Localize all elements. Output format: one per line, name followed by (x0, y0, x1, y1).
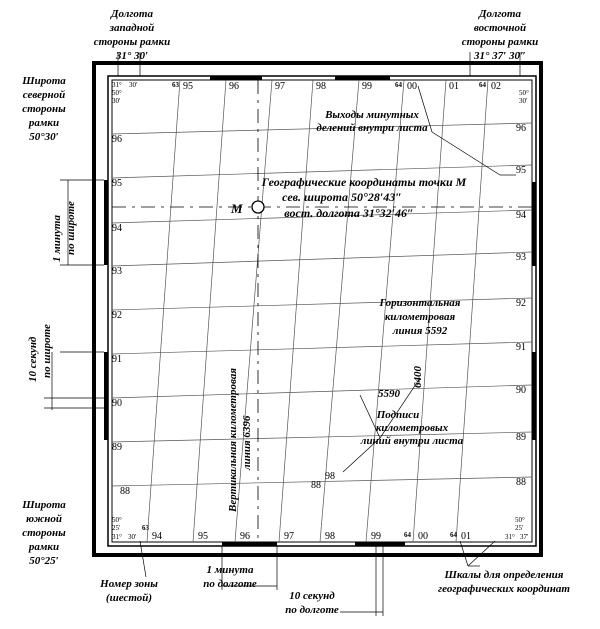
minute-exits-line2: делений внутри листа (316, 122, 428, 134)
vertical-km-line (235, 80, 272, 542)
interior-88-label: 88 (311, 480, 321, 491)
nw-lat-min: 30′ (112, 97, 121, 105)
h-line-2: километровая (384, 311, 456, 323)
ten-sec-long-1: 10 секунд (289, 590, 335, 602)
left-label: 89 (112, 442, 122, 453)
right-label: 94 (516, 210, 526, 221)
nw-lat-deg: 50° (112, 89, 122, 97)
bottom-64-label: 64 (450, 531, 457, 539)
scales-2: географических координат (438, 583, 570, 595)
one-min-lat-1: 1 минута (51, 215, 63, 262)
right-label: 88 (516, 477, 526, 488)
h-line-3: линия 5592 (392, 325, 448, 337)
one-min-long-1: 1 минута (206, 564, 254, 576)
right-label: 93 (516, 252, 526, 263)
left-label: 88 (120, 486, 130, 497)
top-label: 98 (316, 81, 326, 92)
left-label: 95 (112, 178, 122, 189)
interior-annotations (227, 109, 467, 513)
bottom-label: 97 (284, 531, 294, 542)
north-lat-4: рамки (28, 117, 60, 129)
top-label: 00 (407, 81, 417, 92)
point-coords-lat: сев. широта 50°28′43″ (282, 190, 402, 204)
bottom-label: 95 (198, 531, 208, 542)
v-line-1: Вертикальная километровая (227, 368, 239, 512)
v-line-2: линия 6396 (241, 415, 253, 470)
vertical-km-line (456, 80, 488, 542)
left-label: 94 (112, 223, 122, 234)
nw-long-min: 30′ (129, 81, 138, 89)
point-m-label: М (231, 201, 243, 216)
kilometre-grid (112, 80, 532, 542)
point-coords-long: вост. долгота 31°32′46″ (284, 206, 414, 220)
corner-labels (112, 81, 529, 541)
south-lat-5: 50°25′ (29, 555, 59, 567)
top-label: 01 (449, 81, 459, 92)
top-label: 97 (275, 81, 285, 92)
horizontal-km-line (112, 432, 532, 442)
point-m-marker (252, 201, 264, 213)
left-label: 90 (112, 398, 122, 409)
right-label: 92 (516, 298, 526, 309)
north-lat-5: 50°30′ (29, 131, 59, 143)
north-lat-2: северной (22, 89, 66, 101)
one-min-lat-2: по широте (65, 201, 77, 255)
left-label: 93 (112, 266, 122, 277)
zone-1: Номер зоны (100, 578, 158, 590)
right-label: 90 (516, 385, 526, 396)
zone-2: (шестой) (105, 592, 153, 604)
left-label: 92 (112, 310, 122, 321)
bottom-label: 96 (240, 531, 250, 542)
bottom-label: 94 (152, 531, 162, 542)
horizontal-km-line (112, 298, 532, 310)
top-64-label: 64 (395, 81, 402, 89)
right-label: 89 (516, 432, 526, 443)
bottom-label: 01 (461, 531, 471, 542)
sw-long-deg: 31° (112, 533, 122, 541)
se-long-deg: 31° (505, 533, 515, 541)
east-long-1: Долгота (478, 8, 522, 20)
east-long-2: восточной (473, 22, 527, 34)
se-lat-min: 25′ (515, 524, 524, 532)
south-lat-2: южной (25, 513, 63, 525)
east-long-4: 31° 37′ 30″ (473, 50, 527, 62)
bottom-label: 00 (418, 531, 428, 542)
ne-lat-min: 30′ (519, 97, 528, 105)
bottom-64-label: 64 (404, 531, 411, 539)
sw-lat-deg: 50° (112, 516, 122, 524)
label-6400: 6400 (412, 366, 424, 388)
vertical-km-line (193, 80, 226, 542)
captions-3: линий внутри листа (360, 435, 464, 447)
bottom-label: 99 (371, 531, 381, 542)
vertical-km-line (147, 80, 180, 542)
horizontal-km-line (112, 385, 532, 398)
se-lat-deg: 50° (515, 516, 525, 524)
point-coords-title: Географические координаты точки М (261, 175, 467, 189)
minute-exits-line1: Выходы минутных (325, 109, 419, 121)
west-long-2: западной (109, 22, 155, 34)
interior-98-label: 98 (325, 471, 335, 482)
minute-scale-blocks (104, 76, 536, 546)
grid-labels (112, 81, 526, 542)
zone-top-label: 63 (172, 81, 179, 89)
left-label: 96 (112, 134, 122, 145)
captions-1: Подписи (376, 409, 420, 421)
south-lat-4: рамки (28, 541, 60, 553)
ten-sec-lat-1: 10 секунд (27, 336, 39, 382)
leader-lines (140, 86, 516, 577)
south-lat-1: Широта (22, 499, 66, 511)
scales-1: Шкалы для определения (444, 569, 564, 581)
left-label: 91 (112, 354, 122, 365)
horizontal-km-line (112, 252, 532, 266)
zone-bottom-label: 63 (142, 524, 149, 532)
north-lat-3: стороны (22, 103, 66, 115)
horizontal-km-line (112, 477, 532, 486)
west-long-1: Долгота (110, 8, 154, 20)
ten-sec-long-2: по долготе (285, 604, 339, 616)
top-label: 99 (362, 81, 372, 92)
top-label: 02 (491, 81, 501, 92)
right-label: 95 (516, 165, 526, 176)
west-long-3: стороны рамки (93, 36, 171, 48)
captions-2: километровых (375, 422, 449, 434)
ten-sec-lat-2: по широте (41, 324, 53, 378)
top-label: 96 (229, 81, 239, 92)
top-label: 95 (183, 81, 193, 92)
south-lat-3: стороны (22, 527, 66, 539)
right-label: 91 (516, 342, 526, 353)
sw-lat-min: 25′ (112, 524, 121, 532)
vertical-km-line (279, 80, 313, 542)
se-long-min: 37′ (520, 533, 529, 541)
sw-long-min: 30′ (128, 533, 137, 541)
east-long-3: стороны рамки (461, 36, 539, 48)
ne-lat-deg: 50° (519, 89, 529, 97)
west-long-4: 31° 30′ (115, 50, 149, 62)
right-label: 96 (516, 123, 526, 134)
one-min-long-2: по долготе (203, 578, 257, 590)
north-lat-1: Широта (22, 75, 66, 87)
h-line-1: Горизонтальная (379, 297, 461, 309)
bottom-label: 98 (325, 531, 335, 542)
nw-long-deg: 31° (112, 81, 122, 89)
top-64-label: 64 (479, 81, 486, 89)
label-5590: 5590 (378, 388, 400, 400)
